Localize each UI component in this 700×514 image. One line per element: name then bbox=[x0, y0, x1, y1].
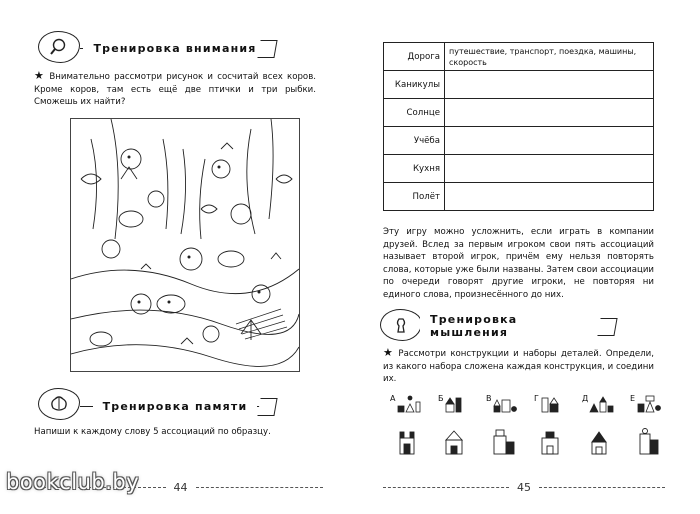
star-icon: ★ bbox=[383, 346, 395, 359]
header-flag bbox=[257, 398, 277, 416]
page-number-right: 45 bbox=[517, 480, 531, 494]
variant-letter: Г bbox=[534, 394, 539, 403]
magnifier-badge bbox=[38, 31, 80, 63]
game-text-body: Эту игру можно усложнить, если играть в компании друзей. Вслед за первым игроком свои пять ассоциаций называет второй игрок, причём ему нельзя повторять слова, которые уже были названы. Затем свои ассоциации по очереди говорят другие игроки, не повторяя ни единого слова, произнесённого до них. bbox=[383, 227, 654, 300]
page-number-left: 44 bbox=[173, 480, 188, 494]
header-flag bbox=[597, 318, 617, 336]
table-row bbox=[384, 71, 654, 99]
table-row bbox=[384, 155, 654, 183]
magnifier-icon bbox=[48, 37, 70, 57]
footer-dashes bbox=[383, 487, 509, 488]
section-header-attention bbox=[80, 35, 270, 61]
footer-dashes bbox=[196, 487, 324, 488]
table-row bbox=[384, 183, 654, 211]
variant-letter: Б bbox=[438, 394, 444, 403]
table-word-cell: Дорога bbox=[384, 43, 445, 71]
variant-letter: Е bbox=[630, 394, 636, 403]
variant-letter: В bbox=[486, 394, 492, 403]
parts-sets-row bbox=[396, 394, 666, 420]
table-assoc-cell[interactable] bbox=[445, 183, 654, 211]
footer-dashes bbox=[539, 487, 665, 488]
task-attention-text: Внимательно рассмотри рисунок и сосчитай всех коров. Кроме коров, там есть ещё две птички и три рыбки. Сможешь их найти? bbox=[34, 72, 316, 108]
table-row bbox=[384, 99, 654, 127]
table-row bbox=[384, 43, 654, 71]
variant-letter: Д bbox=[582, 394, 589, 403]
game-text bbox=[383, 226, 654, 302]
header-flag bbox=[257, 40, 277, 58]
brain-icon bbox=[48, 394, 70, 414]
star-icon: ★ bbox=[34, 69, 46, 82]
page-footer-right bbox=[383, 480, 665, 494]
table-word-cell: Солнце bbox=[384, 99, 445, 127]
table-word-cell: Полёт bbox=[384, 183, 445, 211]
table-word-cell: Кухня bbox=[384, 155, 445, 183]
table-word-cell: Учёба bbox=[384, 127, 445, 155]
section-header-thinking bbox=[420, 313, 610, 339]
variant-letter: А bbox=[390, 394, 396, 403]
memory-badge bbox=[38, 388, 80, 420]
table-row bbox=[384, 127, 654, 155]
section-title-attention: Тренировка внимания bbox=[83, 42, 266, 55]
thinking-badge bbox=[380, 309, 422, 341]
table-assoc-cell[interactable] bbox=[445, 99, 654, 127]
table-assoc-cell[interactable] bbox=[445, 127, 654, 155]
task-memory-text: Напиши к каждому слову 5 ассоциаций по образцу. bbox=[34, 427, 271, 437]
section-header-memory bbox=[80, 393, 270, 419]
associations-table bbox=[383, 42, 654, 211]
watermark-logo: bookclub.by bbox=[6, 470, 140, 494]
table-assoc-cell[interactable] bbox=[445, 155, 654, 183]
task-memory bbox=[34, 426, 316, 439]
hidden-objects-illustration bbox=[70, 118, 300, 372]
table-assoc-cell[interactable] bbox=[445, 71, 654, 99]
section-title-thinking: Тренировка мышления bbox=[420, 313, 610, 339]
task-attention bbox=[34, 70, 316, 109]
meadow-drawing bbox=[71, 119, 299, 371]
task-thinking-text: Рассмотри конструкции и наборы деталей. Определи, из какого набора сложена каждая конструкция, и соедини их. bbox=[383, 349, 654, 385]
task-thinking bbox=[383, 347, 654, 386]
table-word-cell: Каникулы bbox=[384, 71, 445, 99]
table-assoc-cell: путешествие, транспорт, поездка, машины, скорость bbox=[445, 43, 654, 71]
section-title-memory: Тренировка памяти bbox=[93, 400, 258, 413]
chess-piece-icon bbox=[390, 315, 412, 335]
constructions-row bbox=[396, 428, 666, 456]
